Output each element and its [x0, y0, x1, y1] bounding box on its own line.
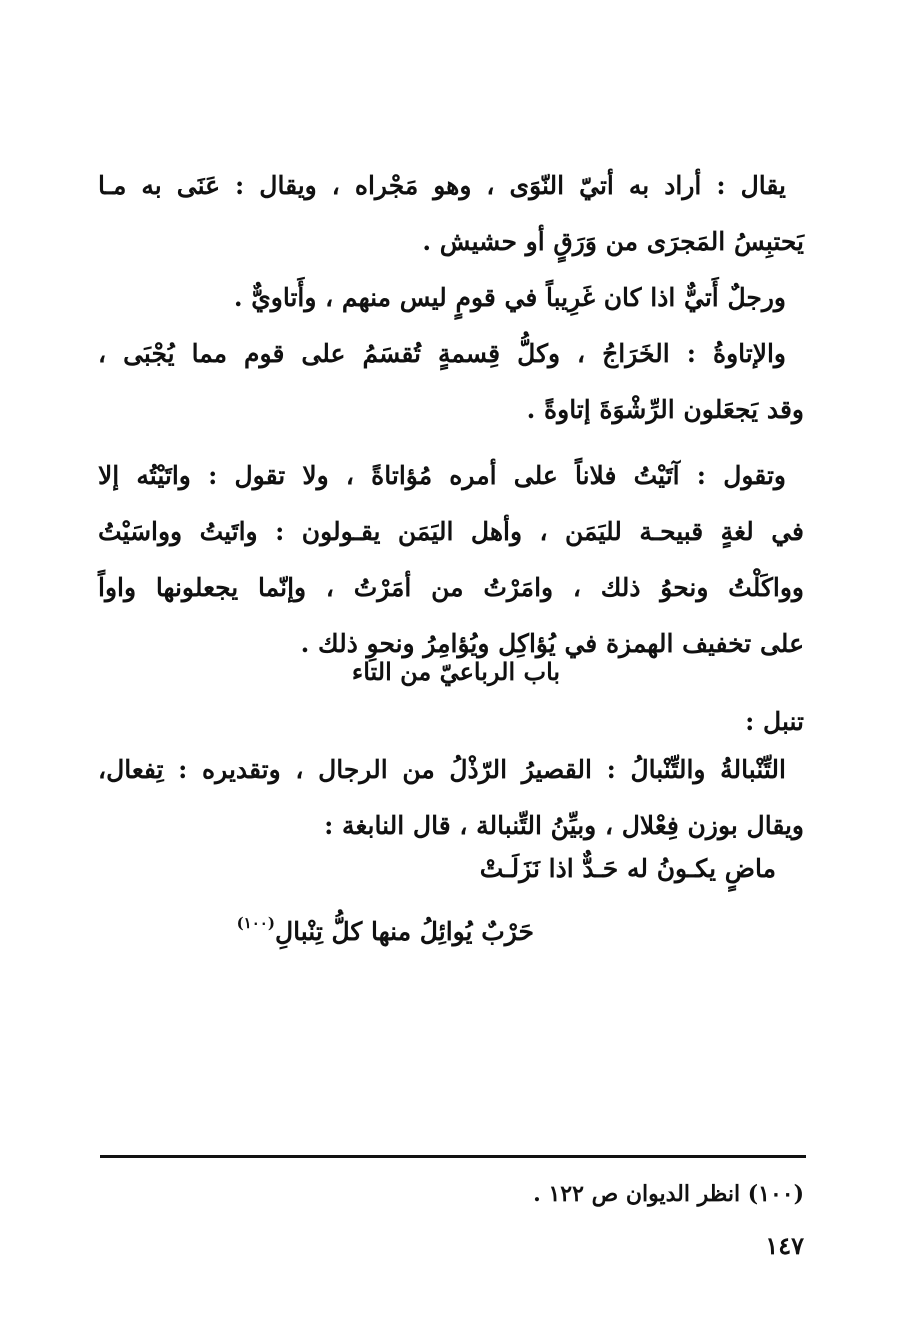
verse-text: حَرْبٌ يُوائِلُ منها كلُّ تِنْبالِ: [274, 917, 534, 946]
paragraph-gap: [98, 438, 804, 448]
main-text: [98, 158, 804, 672]
verse-line-first: ماضٍ يكـونُ له حَـدٌّ اذا نَزَلَـتْ: [479, 854, 776, 883]
text-line: وتقول : آتَيْتُ فلاناً على أمره مُؤاتاةً ، ولا تقول : واتَيْتُه إلا: [98, 461, 786, 490]
entry-headword: تنبل :: [745, 707, 804, 736]
text-line: يقال : أراد به أتيّ النّوَى ، وهو مَجْراه ، ويقال : عَنَى به مـا: [98, 171, 786, 200]
text-line: في لغةٍ قبيحـة لليَمَن ، وأهل اليَمَن يقـولون : واتَيتُ وواسَيْتُ: [98, 517, 804, 546]
entry-text: [98, 742, 804, 854]
text-line: على تخفيف الهمزة في يُؤاكِل ويُؤامِرُ ونحوِ ذلك .: [300, 629, 804, 658]
verse-line-second: [237, 898, 534, 957]
page-number: ١٤٧: [765, 1231, 804, 1260]
text-line: التِّنْبالةُ والتِّنْبالُ : القصيرُ الرّذْلُ من الرجال ، وتقديره : تِفعال،: [98, 755, 786, 784]
text-line: ورجلٌ أَتيٌّ اذا كان غَرِيباً في قومٍ ليس منهم ، وأَتاويٌّ .: [233, 283, 786, 312]
footnote-reference: (١٠٠): [236, 914, 275, 932]
text-line: وواكَلْتُ ونحوُ ذلك ، وامَرْتُ من أمَرْتُ ، وإنّما يجعلونها واواً: [98, 573, 804, 602]
text-line: والإتاوةُ : الخَرَاجُ ، وكلُّ قِسمةٍ تُقسَمُ على قوم مما يُجْبَى ،: [98, 339, 786, 368]
footnote-divider: [100, 1155, 806, 1158]
text-line: يَحتبِسُ المَجرَى من وَرَقٍ أو حشيش .: [422, 227, 804, 256]
section-heading: باب الرباعيّ من التاء: [351, 657, 561, 686]
text-line: ويقال بوزن فِعْلال ، وبيِّنُ التِّنبالة ، قال النابغة :: [324, 811, 804, 840]
text-line: وقد يَجعَلون الرِّشْوَةَ إتاوةً .: [526, 395, 804, 424]
footnote: (١٠٠) انظر الديوان ص ١٢٢ .: [533, 1181, 804, 1207]
